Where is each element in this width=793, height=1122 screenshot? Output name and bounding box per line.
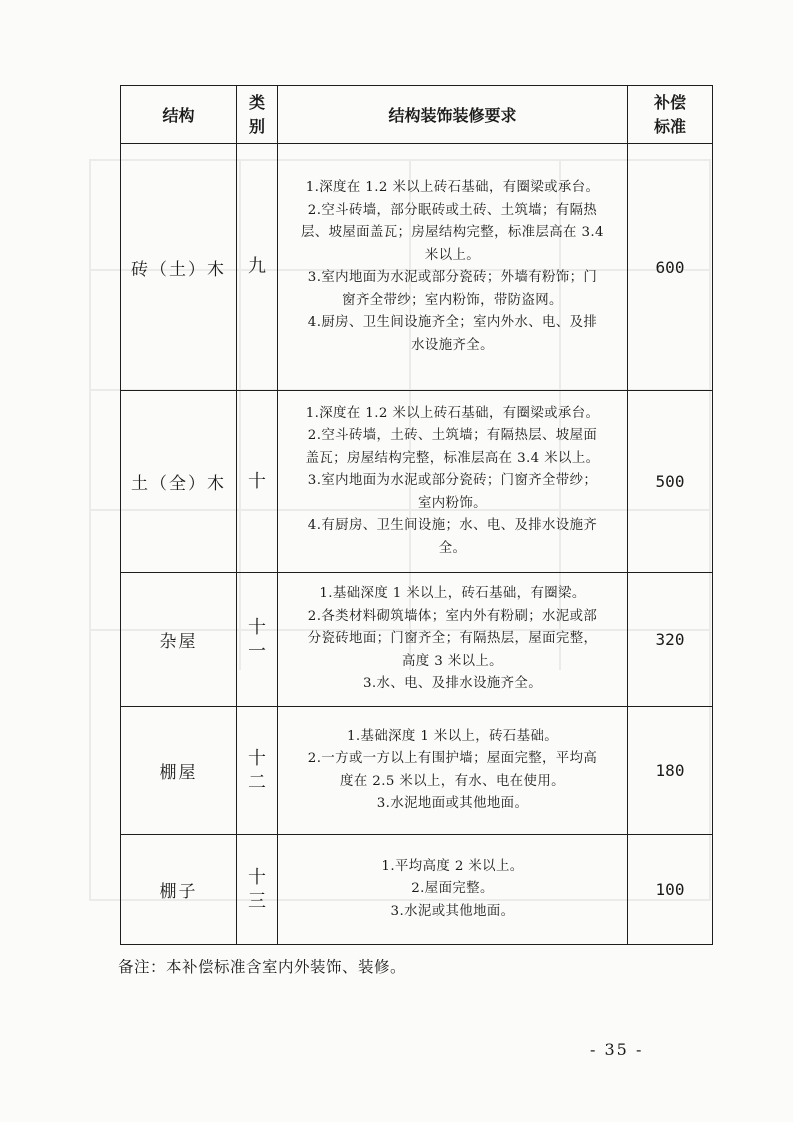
structure-cell: 棚屋 xyxy=(121,707,237,835)
table-footnote: 备注：本补偿标准含室内外装饰、装修。 xyxy=(118,958,407,976)
table-row xyxy=(121,835,713,945)
category-cell: 十 二 xyxy=(237,707,278,835)
compensation-cell: 600 xyxy=(628,144,713,391)
compensation-cell: 500 xyxy=(628,391,713,573)
table-header-row xyxy=(121,86,713,144)
table-row xyxy=(121,573,713,707)
category-cell: 九 xyxy=(237,144,278,391)
requirements-cell: 1.深度在 1.2 米以上砖石基础，有圈梁或承台。 2.空斗砖墙，土砖、土筑墙；有隔热层、坡屋面 盖瓦；房屋结构完整，标准层高在 3.4 米以上。 3.室内地面为水泥或部分瓷砖；门窗齐全带纱； 室内粉饰。 4.有厨房、卫生间设施；水、电、及排水设施齐 全。 xyxy=(278,391,628,573)
requirements-cell: 1.平均高度 2 米以上。 2.屋面完整。 3.水泥或其他地面。 xyxy=(278,835,628,945)
compensation-cell: 100 xyxy=(628,835,713,945)
category-cell: 十 三 xyxy=(237,835,278,945)
header-category: 类 别 xyxy=(237,86,278,144)
requirements-cell: 1.深度在 1.2 米以上砖石基础，有圈梁或承台。 2.空斗砖墙，部分眠砖或土砖、土筑墙；有隔热 层、坡屋面盖瓦；房屋结构完整，标准层高在 3.4 米以上。 3.室内地面为水泥或部分瓷砖；外墙有粉饰；门 窗齐全带纱；室内粉饰，带防盗网。 4.厨房、卫生间设施齐全；室内外水、电、及排 水设施齐全。 xyxy=(278,144,628,391)
table-row xyxy=(121,391,713,573)
header-structure: 结构 xyxy=(121,86,237,144)
requirements-cell: 1.基础深度 1 米以上，砖石基础。 2.一方或一方以上有围护墙；屋面完整，平均高 度在 2.5 米以上，有水、电在使用。 3.水泥地面或其他地面。 xyxy=(278,707,628,835)
header-requirements: 结构装饰装修要求 xyxy=(278,86,628,144)
requirements-cell: 1.基础深度 1 米以上，砖石基础，有圈梁。 2.各类材料砌筑墙体；室内外有粉刷；水泥或部 分瓷砖地面；门窗齐全；有隔热层，屋面完整， 高度 3 米以上。 3.水、电、及排水设施齐全。 xyxy=(278,573,628,707)
structure-cell: 杂屋 xyxy=(121,573,237,707)
page-number: - 35 - xyxy=(590,1040,644,1059)
category-cell: 十 一 xyxy=(237,573,278,707)
table-row xyxy=(121,707,713,835)
compensation-cell: 320 xyxy=(628,573,713,707)
table-row xyxy=(121,144,713,391)
structure-cell: 砖（土）木 xyxy=(121,144,237,391)
structure-cell: 棚子 xyxy=(121,835,237,945)
compensation-cell: 180 xyxy=(628,707,713,835)
category-cell: 十 xyxy=(237,391,278,573)
structure-cell: 土（全）木 xyxy=(121,391,237,573)
compensation-standard-table xyxy=(120,85,713,945)
header-compensation: 补偿 标准 xyxy=(628,86,713,144)
